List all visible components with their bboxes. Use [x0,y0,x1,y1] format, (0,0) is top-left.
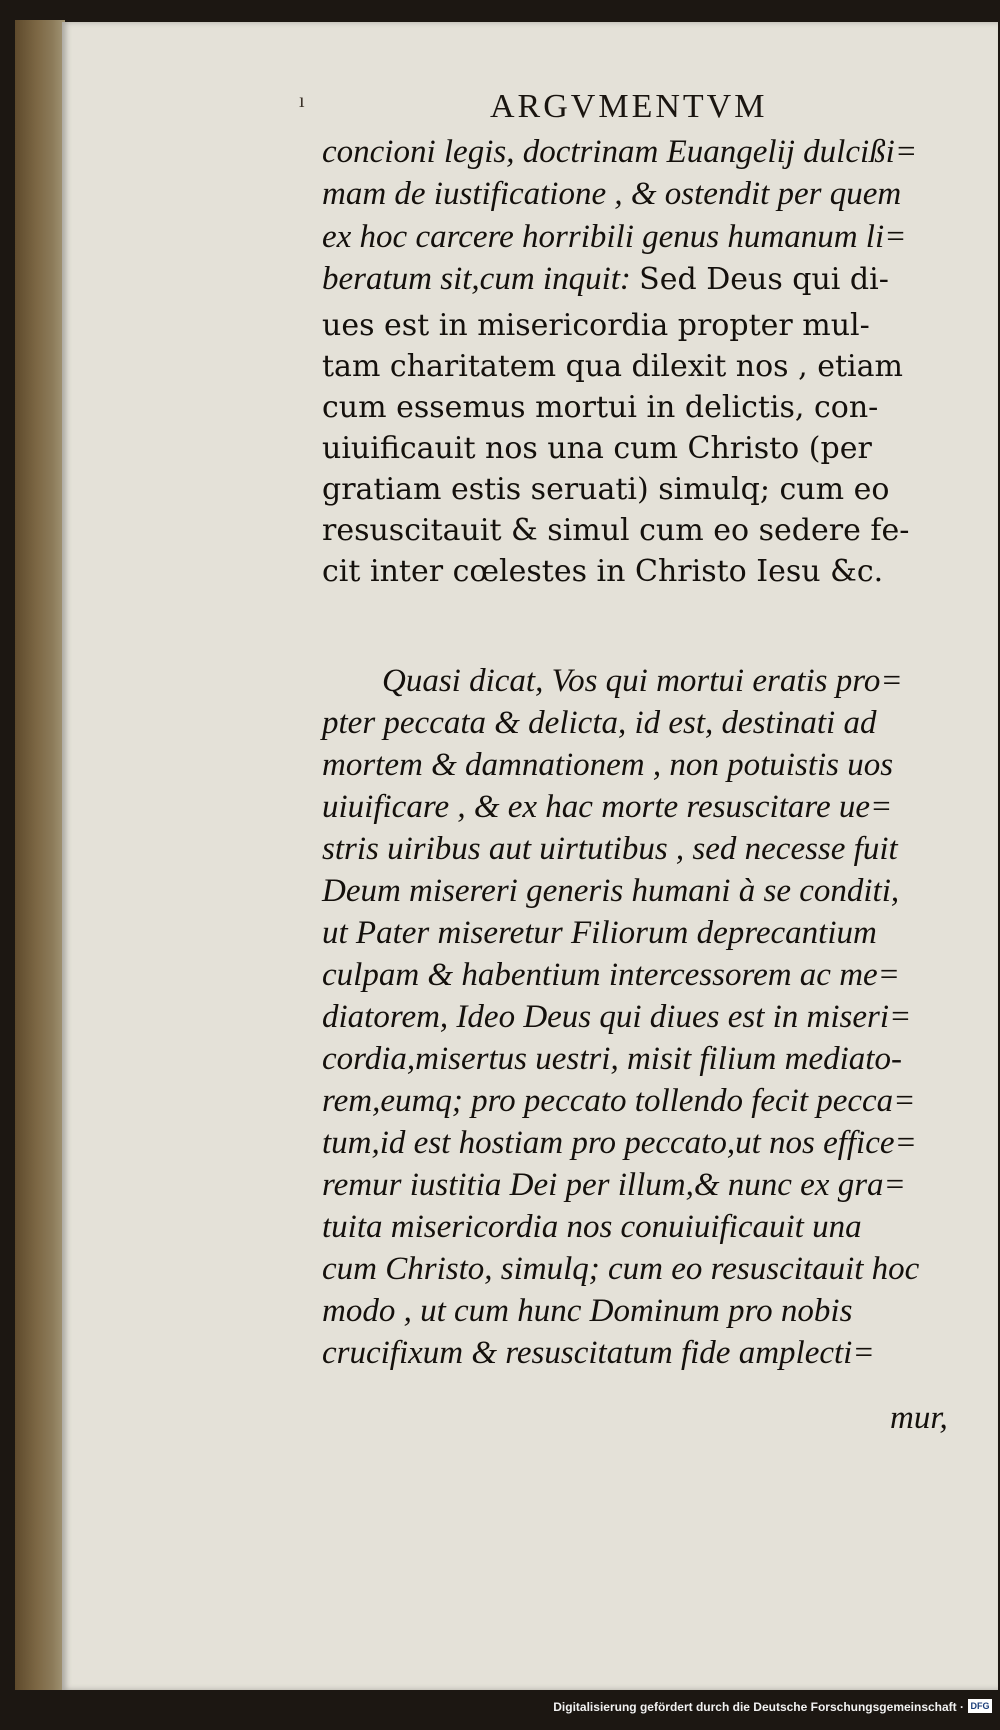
text-line: mortem & damnationem , non potuistis uos [322,747,894,783]
text-line: ues est in misericordia propter mul- [322,308,870,343]
text-line: ut Pater miseretur Filiorum deprecantium [322,915,877,951]
text-line: concioni legis, doctrinam Euangelij dulcißi= [322,134,918,170]
text-line: tuita misericordia nos conuiuificauit una [322,1209,862,1245]
text-line: cum Christo, simulq; cum eo resuscitauit hoc [322,1251,920,1287]
page-mark: ı [299,90,305,112]
text-line-mixed [322,258,972,300]
text-line: rem,eumq; pro peccato tollendo fecit pecca= [322,1083,916,1119]
text-line: modo , ut cum hunc Dominum pro nobis [322,1293,853,1329]
text-line: mam de iustificatione , & ostendit per quem [322,176,902,213]
text-line: uiuificauit nos una cum Christo (per [322,431,872,466]
text-line: resuscitauit & simul cum eo sedere fe- [322,513,910,548]
text-line: uiuificare , & ex hac morte resuscitare ue= [322,789,893,825]
scripture-quote-block [322,305,972,592]
roman-fragment: Sed Deus qui di- [639,262,889,298]
text-line: cum essemus mortui in delictis, con- [322,390,879,425]
text-line: culpam & habentium intercessorem ac me= [322,957,900,993]
funding-credit: Digitalisierung gefördert durch die Deutsche Forschungsgemeinschaft · [553,1700,964,1714]
text-line: crucifixum & resuscitatum fide amplecti= [322,1335,875,1371]
text-line: cit inter cœlestes in Christo Iesu &c. [322,554,884,589]
italic-fragment: beratum sit,cum inquit: [322,261,631,298]
catchword: mur, [890,1400,948,1436]
text-line: remur iustitia Dei per illum,& nunc ex gra= [322,1167,906,1203]
text-line: Quasi dicat, Vos qui mortui eratis pro= [382,663,903,699]
commentary-paragraph [322,660,972,1374]
book-spine-edge [15,20,65,1690]
text-line: tum,id est hostiam pro peccato,ut nos effice= [322,1125,917,1161]
running-head: ARGVMENTVM [490,88,768,125]
text-block-top [322,131,972,301]
dfg-logo: DFG [968,1699,992,1713]
text-line: Deum misereri generis humani à se conditi, [322,873,900,909]
text-line: diatorem, Ideo Deus qui diues est in miseri= [322,999,912,1035]
text-line: tam charitatem qua dilexit nos , etiam [322,349,903,384]
text-line: ex hoc carcere horribili genus humanum li= [322,218,907,255]
text-line: stris uiribus aut uirtutibus , sed necesse fuit [322,831,898,867]
text-line: pter peccata & delicta, id est, destinati ad [322,705,877,741]
text-line: cordia,misertus uestri, misit filium mediato- [322,1041,902,1077]
text-line: gratiam estis seruati) simulq; cum eo [322,472,890,507]
